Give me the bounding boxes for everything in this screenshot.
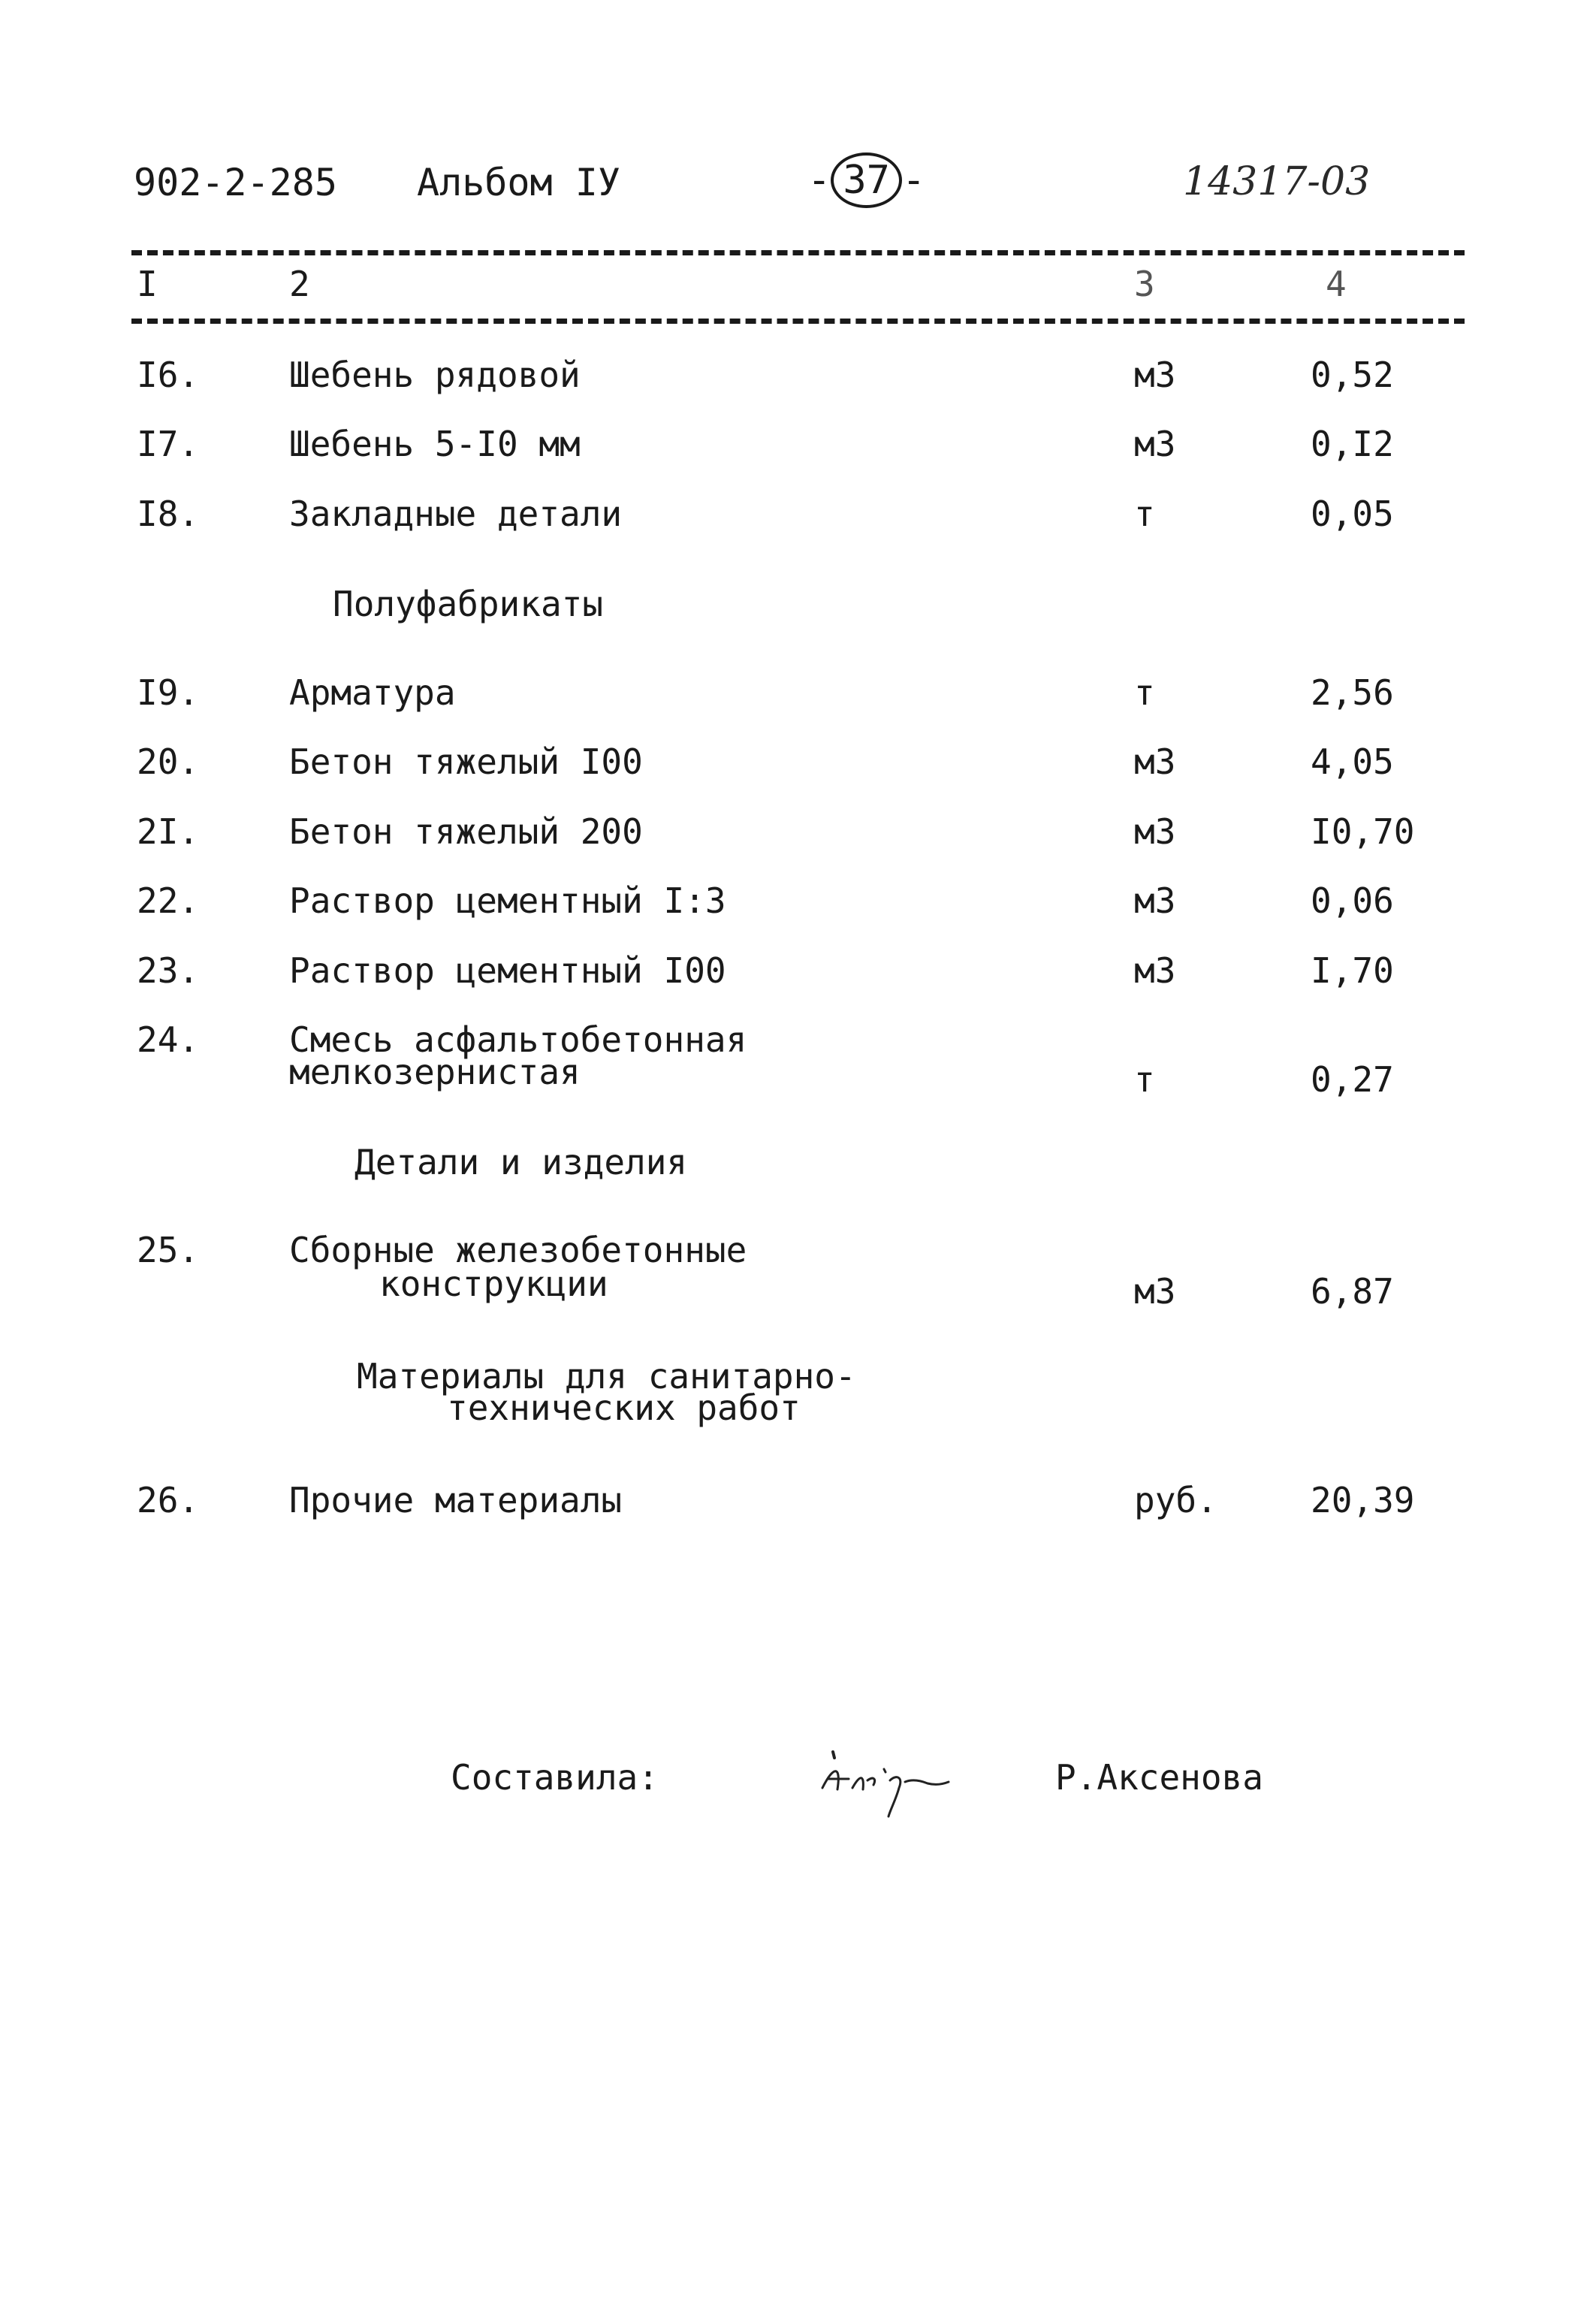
- composer-name: Р.Аксенова: [1055, 1757, 1263, 1798]
- row-name: Арматура: [289, 672, 456, 713]
- row-name: Шебень рядовой: [289, 355, 581, 395]
- document-code: 902-2-285: [134, 161, 337, 204]
- row-unit: м3: [1134, 880, 1176, 921]
- row-number: 24.: [137, 1019, 200, 1060]
- row-quantity: 20,39: [1311, 1480, 1415, 1520]
- row-number: I6.: [137, 355, 200, 395]
- row-quantity: 2,56: [1311, 672, 1394, 713]
- row-number: I7.: [137, 424, 200, 464]
- row-name-line2: мелкозернистая: [289, 1052, 581, 1092]
- row-number: I9.: [137, 672, 200, 713]
- header-rule-bottom: [131, 319, 1465, 324]
- row-quantity: 0,I2: [1311, 424, 1394, 464]
- page-number-value: 37: [831, 152, 902, 208]
- row-name: Бетон тяжелый I00: [289, 741, 643, 782]
- album-label: Альбом IУ: [417, 161, 620, 204]
- row-quantity: 0,52: [1311, 355, 1394, 395]
- row-quantity: 6,87: [1311, 1271, 1394, 1312]
- row-unit: м3: [1134, 424, 1176, 464]
- section-heading-semi-finished: Полуфабрикаты: [333, 584, 604, 624]
- row-unit: м3: [1134, 355, 1176, 395]
- row-name: Раствор цементный I00: [289, 950, 726, 991]
- column-header-4: 4: [1326, 264, 1347, 304]
- row-unit: м3: [1134, 811, 1176, 852]
- row-quantity: I,70: [1311, 950, 1394, 991]
- row-unit: руб.: [1134, 1480, 1217, 1520]
- row-name: Прочие материалы: [289, 1480, 623, 1520]
- row-unit: м3: [1134, 1271, 1176, 1312]
- row-name: Закладные детали: [289, 494, 623, 534]
- row-number: 2I.: [137, 811, 200, 852]
- section-heading-sanitary-line2: технических работ: [447, 1388, 801, 1428]
- registration-number: 14317-03: [1183, 159, 1371, 204]
- signature-image: [815, 1735, 995, 1825]
- row-name: Шебень 5-I0 мм: [289, 424, 581, 464]
- row-name-line2: конструкции: [379, 1264, 608, 1304]
- row-number: I8.: [137, 494, 200, 534]
- row-unit: т: [1134, 1059, 1155, 1100]
- row-quantity: 0,27: [1311, 1059, 1394, 1100]
- page-number: - 37 -: [807, 152, 925, 208]
- row-number: 25.: [137, 1230, 200, 1270]
- row-name-line1: Сборные железобетонные: [289, 1230, 747, 1270]
- row-unit: м3: [1134, 741, 1176, 782]
- row-unit: т: [1134, 672, 1155, 713]
- row-number: 23.: [137, 950, 200, 991]
- column-header-2: 2: [289, 264, 310, 304]
- composed-by-label: Составила:: [451, 1757, 659, 1798]
- column-header-1: I: [137, 264, 158, 304]
- row-name-line1: Смесь асфальтобетонная: [289, 1019, 747, 1060]
- section-heading-parts: Детали и изделия: [354, 1142, 688, 1182]
- header-rule-top: [131, 250, 1465, 255]
- section-heading-sanitary-line1: Материалы для санитарно-: [357, 1356, 856, 1397]
- row-quantity: 4,05: [1311, 741, 1394, 782]
- row-name: Бетон тяжелый 200: [289, 811, 643, 852]
- row-name: Раствор цементный I:3: [289, 880, 726, 921]
- row-quantity: 0,06: [1311, 880, 1394, 921]
- row-unit: м3: [1134, 950, 1176, 991]
- row-number: 22.: [137, 880, 200, 921]
- row-quantity: I0,70: [1311, 811, 1415, 852]
- row-number: 26.: [137, 1480, 200, 1520]
- row-quantity: 0,05: [1311, 494, 1394, 534]
- row-unit: т: [1134, 494, 1155, 534]
- row-number: 20.: [137, 741, 200, 782]
- column-header-3: 3: [1134, 264, 1155, 304]
